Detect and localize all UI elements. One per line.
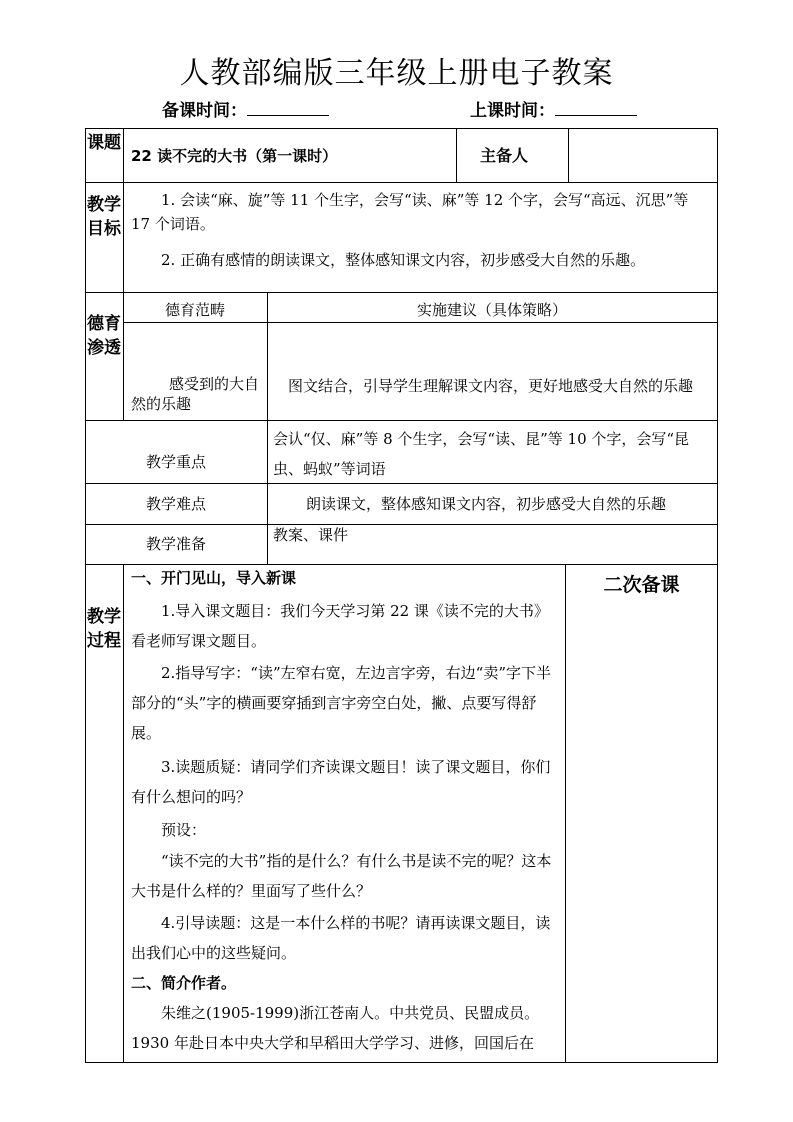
- process-paragraph-7: 朱维之(1905-1999)浙江苍南人。中共党员、民盟成员。1930 年赴日本中央大学和早稻田大学学习、进修，回国后在: [131, 1004, 540, 1052]
- class-time-label: 上课时间：: [470, 101, 555, 121]
- moral-strategy: 图文结合，引导学生理解课文内容，更好地感受大自然的乐趣: [288, 377, 694, 395]
- prep-time-blank: [247, 101, 329, 116]
- prep-time-label: 备课时间：: [162, 101, 247, 121]
- moral-col2-header: 实施建议（具体策略）: [416, 301, 567, 319]
- key-points-label: 教学重点: [145, 453, 206, 471]
- moral-category: 感受到的大自然的乐趣: [131, 375, 260, 413]
- topic-label: 课题: [87, 133, 121, 153]
- process-paragraph-5: “读不完的大书”指的是什么？有什么书是读不完的呢？这本大书是什么样的？里面写了些什么？: [131, 852, 552, 900]
- goal-item-2: 2. 正确有感情的朗读课文，整体感知课文内容，初步感受大自然的乐趣。: [161, 251, 646, 269]
- lead-label: 主备人: [480, 146, 529, 165]
- topic-text: 22 读不完的大书（第一课时）: [131, 147, 338, 165]
- second-prep-label: 二次备课: [603, 574, 680, 596]
- process-paragraph-6: 4.引导读题：这是一本什么样的书呢？请再读课文题目，读出我们心中的这些疑问。: [131, 914, 551, 962]
- difficulties-label: 教学难点: [145, 495, 206, 513]
- process-section-1: 一、开门见山，导入新课: [131, 569, 297, 587]
- process-label: 教学过程: [87, 607, 121, 651]
- class-time-blank: [555, 101, 637, 116]
- prep-time: [162, 96, 329, 121]
- moral-col1-header: 德育范畴: [164, 301, 225, 319]
- page-title: 人教部编版三年级上册电子教案: [179, 56, 614, 91]
- process-paragraph-1: 1.导入课文题目：我们今天学习第 22 课《读不完的大书》看老师写课文题目。: [131, 602, 549, 650]
- preparation-label: 教学准备: [145, 535, 206, 553]
- class-time: [470, 96, 637, 121]
- process-paragraph-4: 预设：: [161, 821, 207, 839]
- goal-item-1: 1. 会读“麻、旋”等 11 个生字，会写“读、麻”等 12 个字，会写“高远、沉思”等 17 个词语。: [131, 191, 689, 233]
- preparation-text: 教案、课件: [273, 526, 349, 544]
- process-section-2: 二、简介作者。: [131, 974, 237, 992]
- key-points-text: 会认“仅、麻”等 8 个生字，会写“读、昆”等 10 个字，会写“昆虫、蚂蚁”等词语: [273, 430, 690, 478]
- process-paragraph-2: 2.指导写字：“读”左窄右宽，左边言字旁，右边“卖”字下半部分的“头”字的横画要穿插到言字旁空白处，撇、点要写得舒展。: [131, 664, 551, 742]
- goals-label: 教学目标: [87, 195, 121, 239]
- process-paragraph-3: 3.读题质疑：请同学们齐读课文题目！读了课文题目，你们有什么想问的吗？: [131, 758, 551, 806]
- moral-label: 德育渗透: [87, 314, 121, 358]
- difficulties-text: 朗读课文，整体感知课文内容，初步感受大自然的乐趣: [306, 495, 667, 513]
